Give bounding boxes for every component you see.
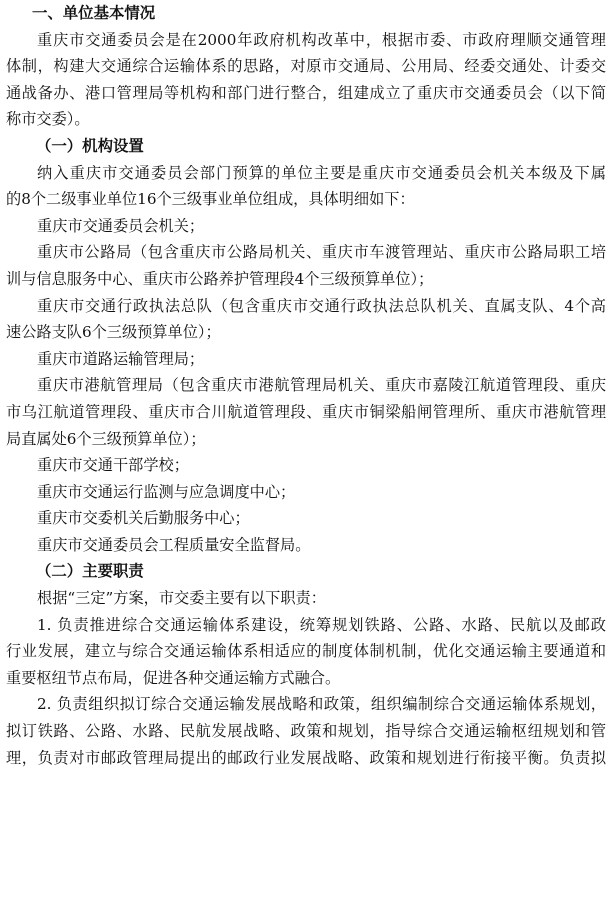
unit-item: 重庆市交通委员会工程质量安全监督局。 [37, 535, 311, 554]
unit-item: 重庆市交委机关后勤服务中心； [37, 509, 250, 528]
intro-paragraph-line: 重庆市交通委员会是在2000年政府机构改革中，根据市委、市政府理顺交通管理 [37, 30, 606, 49]
duty-item-continued: 行业发展，建立与综合交通运输体系相适应的制度体制机制，优化交通运输主要通道和 [6, 642, 606, 661]
intro-paragraph-line: 通战备办、港口管理局等机构和部门进行整合，组建成立了重庆市交通委员会（以下简 [6, 83, 606, 102]
subheading-duties: （二）主要职责 [36, 562, 144, 581]
duty-item: 1. 负责推进综合交通运输体系建设，统筹规划铁路、公路、水路、民航以及邮政 [37, 615, 606, 634]
subheading-organization: （一）机构设置 [36, 136, 144, 155]
unit-item: 重庆市交通委员会机关； [37, 216, 205, 235]
duty-item-continued: 重要枢纽节点布局，促进各种交通运输方式融合。 [6, 668, 341, 687]
intro-paragraph-line: 体制，构建大交通综合运输体系的思路，对原市交通局、公用局、经委交通处、计委交 [6, 57, 606, 76]
duty-item-continued: 拟订铁路、公路、水路、民航发展战略、政策和规划，指导综合交通运输枢纽规划和管 [6, 722, 606, 741]
duty-item: 2. 负责组织拟订综合交通运输发展战略和政策，组织编制综合交通运输体系规划， [37, 695, 606, 714]
unit-item: 重庆市道路运输管理局； [37, 349, 205, 368]
duty-item-continued: 理，负责对市邮政管理局提出的邮政行业发展战略、政策和规划进行衔接平衡。负责拟 [6, 748, 606, 767]
unit-item-continued: 速公路支队6个三级预算单位）； [6, 323, 221, 342]
org-intro-line: 的8个二级事业单位16个三级事业单位组成，具体明细如下： [6, 190, 415, 209]
unit-item-continued: 局直属处6个三级预算单位）； [6, 429, 206, 448]
unit-item: 重庆市交通运行监测与应急调度中心； [37, 482, 296, 501]
section-heading-basic-info: 一、单位基本情况 [32, 4, 156, 22]
duty-intro-line: 根据“三定”方案，市交委主要有以下职责： [37, 589, 326, 608]
unit-item-continued: 训与信息服务中心、重庆市公路养护管理段4个三级预算单位）； [6, 269, 434, 288]
unit-item: 重庆市港航管理局（包含重庆市港航管理局机关、重庆市嘉陵江航道管理段、重庆 [37, 376, 606, 395]
unit-item: 重庆市交通干部学校； [37, 456, 189, 475]
unit-item: 重庆市交通行政执法总队（包含重庆市交通行政执法总队机关、直属支队、4个高 [37, 296, 606, 315]
unit-item: 重庆市公路局（包含重庆市公路局机关、重庆市车渡管理站、重庆市公路局职工培 [37, 243, 606, 262]
unit-item-continued: 市乌江航道管理段、重庆市合川航道管理段、重庆市铜梁船闸管理所、重庆市港航管理 [6, 402, 606, 421]
intro-paragraph-line: 称市交委）。 [6, 110, 90, 129]
org-intro-line: 纳入重庆市交通委员会部门预算的单位主要是重庆市交通委员会机关本级及下属 [37, 163, 606, 182]
